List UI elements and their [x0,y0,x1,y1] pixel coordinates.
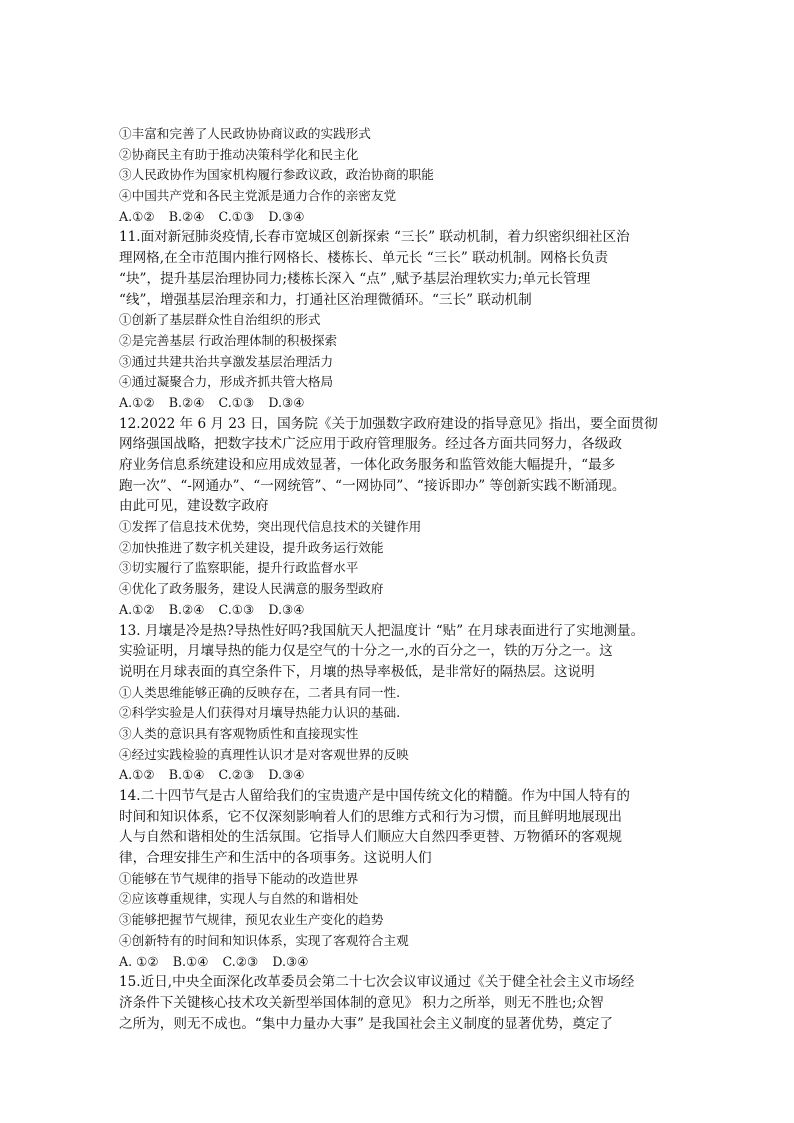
option-line: ③通过共建共治共享激发基层治理活力 [119,353,334,369]
answer-a: A.①② [119,767,155,783]
question-stem: 济条件下关键核心技术攻关新型举国体制的意见》 积力之所举，则无不胜也;众智 [119,994,604,1011]
question-11-block [119,227,679,413]
answer-choices [119,600,679,621]
answer-b: B.①④ [168,767,205,783]
option-line: ④经过实践检验的真理性认识才是对客观世界的反映 [119,746,409,762]
question-stem: 13. 月壤是冷是热?导热性好吗?我国航天人把温度计 “贴” 在月球表面进行了实地测量。 [119,622,645,639]
question-13-block [119,621,679,787]
question-stem: 说明在月球表面的真空条件下，月壤的热导率极低，是非常好的隔热层。这说明 [119,663,595,680]
option-line: ③切实履行了监察职能，提升行政监督水平 [119,560,359,576]
question-10-block [119,124,679,227]
answer-a: A.①② [119,208,155,224]
document-page [119,124,679,1034]
question-stem: 14.二十四节气是古人留给我们的宝贵遗产是中国传统文化的精髓。作为中国人特有的 [119,788,630,804]
answer-b: B.②④ [168,601,205,617]
question-stem: 实验证明，月壤导热的能力仅是空气的十分之一,水的百分之一，铁的万分之一。这 [119,643,613,660]
answer-c: C.②③ [218,767,255,783]
question-14-block [119,786,679,972]
question-stem: 跑一次”、“-网通办”、“一网统管”、“一网协同”、“接诉即办” 等创新实践不断涌现。 [119,477,626,494]
question-stem: “线”，增强基层治理亲和力，打通社区治理微循环。“三长” 联动机制 [119,291,532,308]
answer-c: C.①③ [218,601,255,617]
option-line: ①创新了基层群众性自治组织的形式 [119,312,321,328]
question-stem: 由此可见，建设数字政府 [119,498,269,515]
answer-a: A.①② [119,394,155,410]
answer-choices [119,952,679,973]
answer-d: D.③④ [272,953,309,969]
option-line: ④通过凝聚合力，形成齐抓共管大格局 [119,374,334,390]
answer-d: D.③④ [268,394,305,410]
question-stem: 理网格,在全市范围内推行网格长、楼栋长、单元长 “三长” 联动机制。网格长负责 [119,250,609,267]
option-line: ②协商民主有助于推动决策科学化和民主化 [119,146,359,162]
option-line: ①能够在节气规律的指导下能动的改造世界 [119,870,359,886]
question-stem: 15.近日,中央全面深化改革委员会第二十七次会议审议通过《关于健全社会主义市场经 [119,974,635,991]
question-stem: “块”，提升基层治理协同力;楼栋长深入 “点” ,赋予基层治理软实力;单元长管理 [119,270,591,287]
question-stem: 网络强国战略，把数字技术广泛应用于政府管理服务。经过各方面共同努力，各级政 [119,436,622,453]
answer-c: C.①③ [218,394,255,410]
question-15-block [119,972,679,1034]
answer-d: D.③④ [268,208,305,224]
option-line: ④优化了政务服务，建设人民满意的服务型政府 [119,581,384,597]
answer-a: A.①② [119,601,155,617]
question-stem: 律，合理安排生产和生活中的各项事务。这说明人们 [119,850,432,867]
answer-b: B.①④ [172,953,209,969]
answer-c: C.②③ [222,953,259,969]
answer-choices [119,207,679,228]
option-line: ②加快推进了数字机关建设，提升政务运行效能 [119,539,384,555]
answer-d: D.③④ [268,601,305,617]
option-line: ②是完善基层 行政治理体制的积极探索 [119,332,338,348]
option-line: ④创新特有的时间和知识体系，实现了客观符合主观 [119,932,409,948]
option-line: ③人民政协作为国家机构履行参政议政，政治协商的职能 [119,167,434,183]
option-line: ③能够把握节气规律，预见农业生产变化的趋势 [119,912,384,928]
answer-d: D.③④ [268,767,305,783]
answer-b: B.②④ [168,208,205,224]
answer-choices [119,393,679,414]
question-12-block [119,414,679,621]
question-stem: 11.面对新冠肺炎疫情,长春市宽城区创新探索 “三长” 联动机制，着力织密织细社区治 [119,229,630,246]
option-line: ①丰富和完善了人民政协协商议政的实践形式 [119,126,371,141]
option-line: ②科学实验是人们获得对月壤导热能力认识的基础. [119,705,401,721]
option-line: ②应该尊重规律，实现人与自然的和谐相处 [119,891,359,907]
answer-a: A. ①② [119,953,159,969]
option-line: ③人类的意识具有客观物质性和直接现实性 [119,725,359,741]
question-stem: 人与自然和谐相处的生活氛围。它指导人们顺应大自然四季更替、万物循环的客观规 [119,829,622,846]
question-stem: 12.2022 年 6 月 23 日，国务院《关于加强数字政府建设的指导意见》指出，要全面贯彻 [119,415,658,432]
option-line: ①人类思维能够正确的反映存在，二者具有同一性. [119,684,401,700]
answer-b: B.②④ [168,394,205,410]
answer-choices [119,765,679,786]
question-stem: 时间和知识体系，它不仅深刻影响着人们的思维方式和行为习惯，而且鲜明地展现出 [119,808,622,825]
question-stem: 之所为，则无不成也。“集中力量办大事” 是我国社会主义制度的显著优势，奠定了 [119,1015,613,1032]
question-stem: 府业务信息系统建设和应用成效显著，一体化政务服务和监管效能大幅提升，“最多 [119,457,616,473]
option-line: ④中国共产党和各民主党派是通力合作的亲密友党 [119,188,397,204]
option-line: ①发挥了信息技术优势，突出现代信息技术的关键作用 [119,519,422,535]
answer-c: C.①③ [218,208,255,224]
